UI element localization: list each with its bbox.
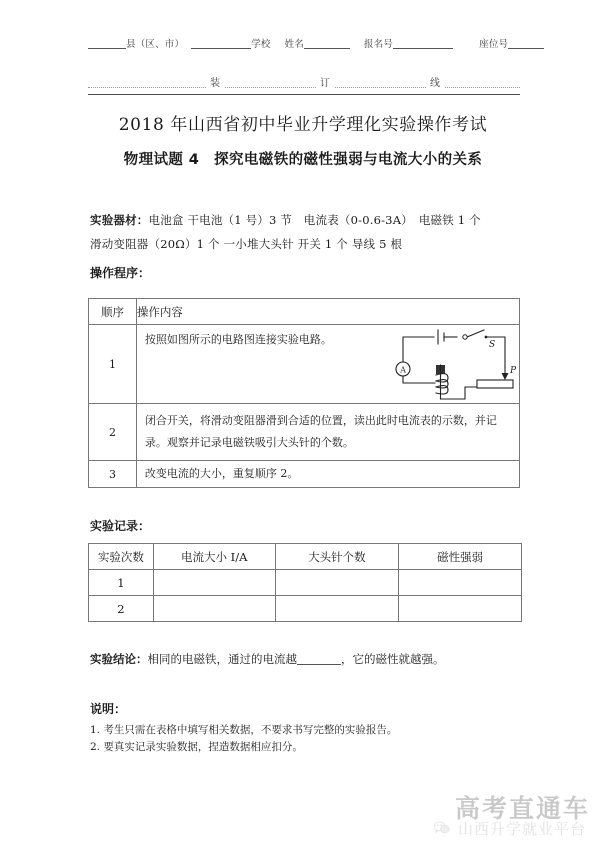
records-row-2-no: 2: [89, 596, 154, 622]
student-info-header: [88, 36, 520, 50]
equipment-label: 实验器材：: [90, 213, 149, 227]
records-label: 实验记录：: [90, 519, 151, 533]
procedure-row-2-no: 2: [89, 404, 137, 461]
seal-char-ding: 订: [316, 74, 334, 89]
school-label: 学校: [251, 39, 271, 50]
equipment-line-1: 电池盒 干电池（1 号）3 节 电流表（0-0.6-3A） 电磁铁 1 个: [148, 213, 481, 227]
procedure-header-content: 操作内容: [136, 299, 519, 325]
circuit-diagram: [389, 327, 517, 401]
records-row-1-current[interactable]: [153, 570, 275, 596]
records-header-magnetism: 磁性强弱: [399, 544, 522, 570]
name-label: 姓名: [284, 39, 305, 50]
procedure-table: [88, 298, 520, 488]
exam-no-label: 报名号: [364, 39, 394, 50]
note-item-1: 1. 考生只需在表格中填写相关数据，不要求书写完整的实验报告。: [90, 724, 398, 736]
note-item-2: 2. 要真实记录实验数据，捏造数据相应扣分。: [90, 741, 303, 753]
table-row: [89, 325, 520, 404]
procedure-label: 操作程序：: [90, 266, 151, 280]
records-row-1-pins[interactable]: [275, 570, 399, 596]
watermark: [402, 785, 592, 851]
records-table: [88, 543, 522, 622]
seal-char-xian: 线: [426, 74, 444, 89]
records-row-2-magnetism[interactable]: [399, 596, 522, 622]
name-blank[interactable]: [304, 48, 350, 49]
conclusion-section: [90, 648, 520, 670]
procedure-row-2-text: 闭合开关，将滑动变阻器滑到合适的位置，读出此时电流表的示数，并记录。观察并记录电磁铁吸引大头针的个数。: [144, 414, 497, 449]
procedure-header-order: 顺序: [89, 299, 137, 325]
seat-no-blank[interactable]: [508, 48, 544, 49]
procedure-row-1-content: [136, 325, 519, 404]
equipment-line-2: 滑动变阻器（20Ω）1 个 一小堆大头针 开关 1 个 导线 5 根: [90, 237, 403, 251]
table-row: [89, 596, 522, 622]
records-row-1-no: 1: [89, 570, 154, 596]
watermark-subtitle: 山西升学就业平台: [457, 820, 586, 838]
slider-label: P: [509, 366, 516, 376]
conclusion-text-after: ，它的磁性就越强。: [341, 652, 445, 666]
records-header-pins: 大头针个数: [275, 544, 399, 570]
table-header-row: [89, 544, 522, 570]
wechat-icon: [434, 821, 450, 834]
table-row: [89, 404, 520, 461]
procedure-row-3-no: 3: [89, 461, 137, 488]
seat-no-label: 座位号: [479, 39, 509, 50]
conclusion-blank[interactable]: [297, 664, 341, 665]
table-row: [89, 570, 522, 596]
page-title: 2018 年山西省初中毕业升学理化实验操作考试: [118, 115, 488, 135]
notes-section: [90, 722, 520, 756]
notes-label: 说明：: [90, 702, 127, 716]
records-header-trial: 实验次数: [89, 544, 154, 570]
records-row-1-magnetism[interactable]: [399, 570, 522, 596]
county-label: 县（区、市）: [126, 39, 185, 50]
switch-label: S: [488, 340, 496, 350]
seal-dotted-line: [88, 87, 520, 88]
procedure-row-1-no: 1: [89, 325, 137, 404]
records-row-2-current[interactable]: [153, 596, 275, 622]
county-blank[interactable]: [88, 48, 126, 49]
school-blank[interactable]: [191, 48, 251, 49]
procedure-row-1-text: 按照如图所示的电路图连接实验电路。: [144, 333, 332, 346]
seal-solid-line: [88, 94, 520, 95]
watermark-brand: 高考直通车: [454, 794, 590, 823]
page-subtitle: 物理试题 4 探究电磁铁的磁性强弱与电流大小的关系: [123, 152, 483, 168]
table-row: [89, 461, 520, 488]
exam-no-blank[interactable]: [393, 48, 453, 49]
procedure-row-3-text: 改变电流的大小，重复顺序 2。: [144, 467, 299, 480]
conclusion-text-before: 相同的电磁铁，通过的电流越: [147, 652, 297, 666]
procedure-step-1-wrapper: [137, 325, 519, 403]
conclusion-label: 实验结论：: [90, 652, 148, 666]
table-header-row: [89, 299, 520, 325]
seal-char-zhuang: 装: [206, 74, 224, 89]
ammeter-label: A: [400, 365, 406, 375]
seal-line-row: [88, 74, 520, 92]
records-row-2-pins[interactable]: [275, 596, 399, 622]
equipment-section: [90, 208, 520, 256]
records-header-current: 电流大小 I/A: [153, 544, 275, 570]
